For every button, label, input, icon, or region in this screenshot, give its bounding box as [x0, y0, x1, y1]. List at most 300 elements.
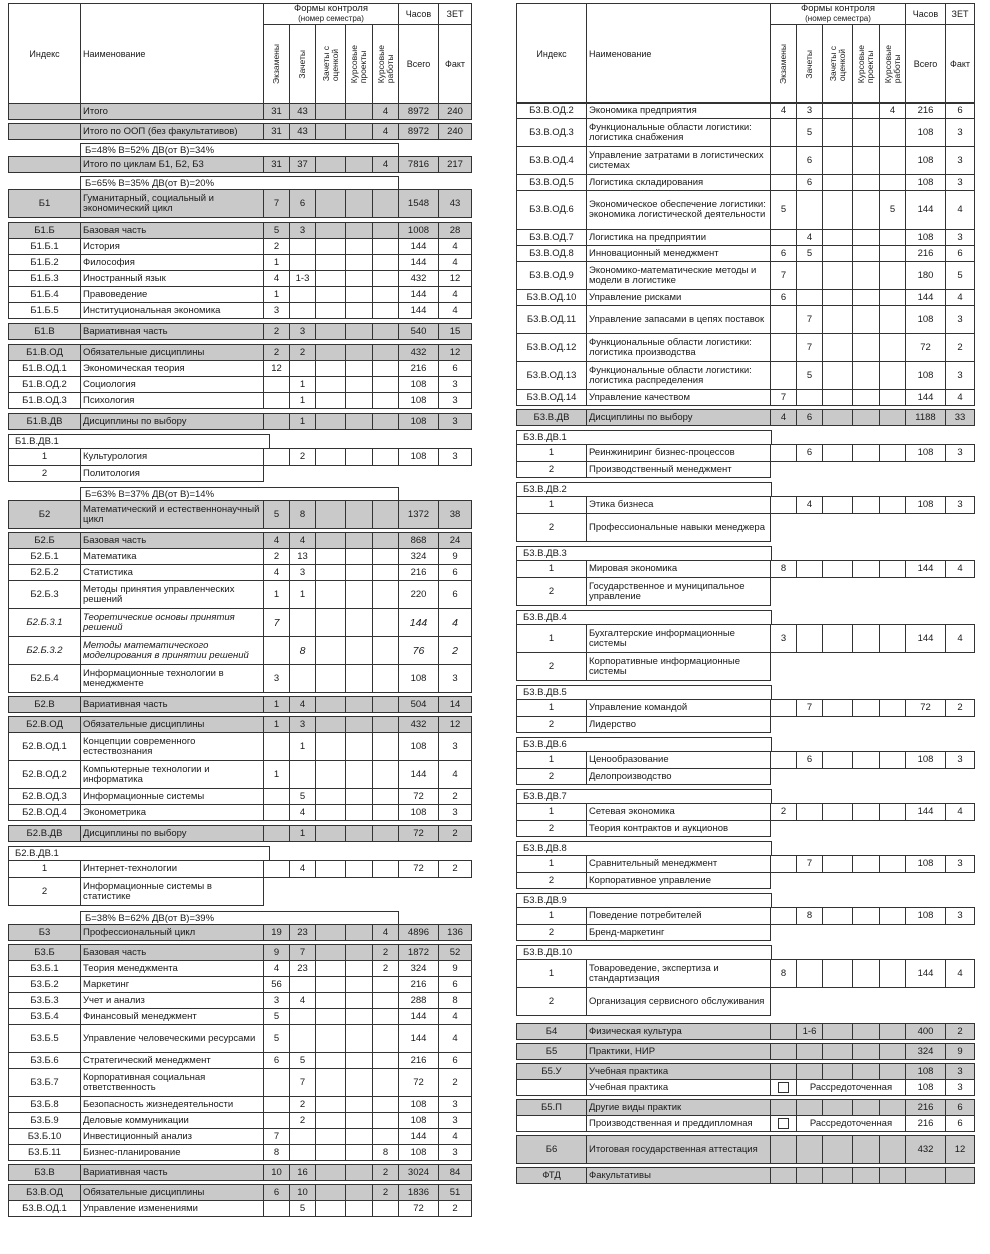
empty-cell [852, 461, 880, 478]
discipline-row [8, 637, 472, 665]
empty-cell [905, 768, 946, 785]
graded-cell [315, 664, 346, 693]
graded-cell [315, 1200, 346, 1217]
header-exams-label: Экзамены [778, 44, 788, 84]
name-cell: Мировая экономика [586, 560, 771, 578]
exams-cell: 3 [263, 664, 290, 693]
projects-cell [345, 413, 373, 430]
empty-cell [852, 652, 880, 681]
exams-cell [263, 1096, 290, 1113]
name-cell: Итоговая государственная аттестация [586, 1135, 771, 1164]
index-cell: Б3.Б.2 [8, 976, 81, 993]
graded-cell [822, 146, 853, 175]
projects-cell [852, 118, 880, 147]
projects-cell [852, 389, 880, 406]
elective-group-label: Б2.В.ДВ.1 [8, 846, 270, 861]
credits-cell: 4 [289, 992, 316, 1009]
hours-cell: 216 [398, 1052, 439, 1069]
discipline-row [516, 334, 975, 362]
name-cell: Теоретические основы принятия решений [80, 608, 264, 637]
index-cell: Б2.В [8, 696, 81, 713]
papers-cell [372, 1052, 399, 1069]
projects-cell [852, 907, 880, 925]
index-cell: Б2.Б.3.2 [8, 636, 81, 665]
papers-cell [879, 409, 906, 426]
exams-cell: 8 [770, 959, 797, 988]
graded-cell [315, 238, 346, 255]
hours-cell: 108 [398, 413, 439, 430]
graded-cell [315, 360, 346, 377]
graded-cell [822, 289, 853, 306]
elective-group-label: Б3.В.ДВ.9 [516, 893, 772, 908]
projects-cell [345, 532, 373, 549]
exams-cell: 10 [263, 1164, 290, 1181]
index-cell: Б2.Б.3.1 [8, 608, 81, 637]
credits-cell [289, 254, 316, 271]
elective-group-label: Б3.В.ДВ.10 [516, 945, 772, 960]
papers-cell: 8 [372, 1144, 399, 1161]
index-cell: Б3.В.ОД.7 [516, 229, 587, 246]
credits-cell: 5 [796, 245, 823, 262]
zet-cell: 24 [438, 532, 472, 549]
index-cell: Б3.В.ОД.13 [516, 361, 587, 390]
projects-cell [345, 960, 373, 977]
graded-cell [315, 976, 346, 993]
index-cell: Б3.Б.8 [8, 1096, 81, 1113]
name-cell: Методы математического моделирования в принятии решений [80, 636, 264, 665]
exams-cell [770, 1063, 797, 1080]
empty-cell [372, 465, 399, 482]
papers-cell: 2 [372, 1184, 399, 1201]
graded-cell [822, 1063, 853, 1080]
papers-cell: 4 [372, 924, 399, 941]
projects-cell [345, 222, 373, 239]
papers-cell: 4 [372, 156, 399, 173]
graded-cell [315, 924, 346, 941]
exams-cell [770, 699, 797, 717]
empty-cell [945, 652, 975, 681]
exams-cell: 2 [263, 344, 290, 361]
name-cell: Корпоративное управление [586, 872, 771, 889]
exams-cell [770, 333, 797, 362]
zet-cell: 3 [438, 448, 472, 466]
checkbox-cell [770, 1115, 797, 1132]
credits-cell: 7 [796, 855, 823, 873]
papers-cell [879, 245, 906, 262]
credits-cell [796, 1167, 823, 1184]
section-row [8, 1165, 472, 1181]
zet-cell: 2 [438, 1200, 472, 1217]
zet-cell: 2 [438, 1068, 472, 1097]
name-cell: Безопасность жизнедеятельности [80, 1096, 264, 1113]
empty-cell [945, 872, 975, 889]
projects-cell [852, 560, 880, 578]
index-cell: Б2.В.ОД.3 [8, 788, 81, 805]
hours-cell: 108 [398, 1096, 439, 1113]
header-total: Всего [398, 24, 439, 104]
discipline-row [516, 246, 975, 262]
header-graded-credits [315, 24, 346, 104]
papers-cell [372, 992, 399, 1009]
index-cell: Б3.Б [8, 944, 81, 961]
empty-cell [945, 820, 975, 837]
projects-cell [345, 1052, 373, 1069]
papers-cell [372, 664, 399, 693]
index-cell: 2 [516, 716, 587, 733]
name-cell: Инвестиционный анализ [80, 1128, 264, 1145]
name-cell: Математика [80, 548, 264, 565]
index-cell: 1 [516, 624, 587, 653]
index-cell: Б3.В.ОД.1 [8, 1200, 81, 1217]
graded-cell [315, 156, 346, 173]
index-cell: Б3.Б.9 [8, 1112, 81, 1129]
exams-cell [770, 118, 797, 147]
projects-cell [345, 716, 373, 733]
credits-cell: 13 [289, 548, 316, 565]
hours-cell: 108 [398, 732, 439, 761]
empty-cell [770, 768, 797, 785]
exams-cell [263, 1112, 290, 1129]
section-row [8, 104, 472, 120]
header-credits-label: Зачеты [804, 49, 814, 79]
graded-cell [315, 286, 346, 303]
papers-cell [879, 361, 906, 390]
papers-cell [372, 1068, 399, 1097]
discipline-row [516, 821, 975, 837]
papers-cell [879, 289, 906, 306]
empty-cell [905, 872, 946, 889]
index-cell: 1 [8, 860, 81, 878]
index-cell: Б3.В.ОД.6 [516, 190, 587, 230]
projects-cell [345, 976, 373, 993]
index-cell: Б2.Б.4 [8, 664, 81, 693]
exams-cell [770, 146, 797, 175]
papers-cell [372, 238, 399, 255]
empty-cell [822, 513, 853, 542]
exams-cell: 5 [263, 500, 290, 529]
projects-cell [345, 103, 373, 120]
discipline-row [516, 191, 975, 230]
index-cell: Б2.В.ОД [8, 716, 81, 733]
discipline-row [516, 147, 975, 175]
index-cell: Б2.В.ОД.2 [8, 760, 81, 789]
projects-cell [345, 608, 373, 637]
credits-cell: 1 [289, 413, 316, 430]
name-cell: Другие виды практик [586, 1099, 771, 1116]
zet-cell: 136 [438, 924, 472, 941]
projects-cell [852, 409, 880, 426]
graded-cell [822, 245, 853, 262]
header-course-papers-label: Курсовые работы [375, 44, 395, 84]
papers-cell [372, 732, 399, 761]
zet-cell: 6 [945, 1099, 975, 1116]
name-cell: Итого [80, 103, 264, 120]
graded-cell [315, 270, 346, 287]
hours-cell: 72 [905, 699, 946, 717]
empty-cell [879, 987, 906, 1016]
hours-cell: 144 [398, 760, 439, 789]
hours-cell: 1188 [905, 409, 946, 426]
papers-cell [879, 333, 906, 362]
projects-cell [345, 1008, 373, 1025]
name-cell: Сетевая экономика [586, 803, 771, 821]
name-cell: Управление затратами в логистических системах [586, 146, 771, 175]
discipline-row [8, 565, 472, 581]
empty-cell [852, 987, 880, 1016]
name-cell: Информационные системы [80, 788, 264, 805]
papers-cell [372, 1200, 399, 1217]
hours-cell: 108 [398, 1112, 439, 1129]
hours-cell: 144 [398, 302, 439, 319]
section-row [8, 124, 472, 140]
name-cell: Базовая часть [80, 222, 264, 239]
empty-cell [879, 577, 906, 606]
discipline-row [516, 1116, 975, 1132]
graded-cell [315, 1052, 346, 1069]
hours-cell: 216 [398, 976, 439, 993]
index-cell: Б3.Б.4 [8, 1008, 81, 1025]
credits-cell: 1 [289, 392, 316, 409]
zet-cell: 4 [945, 289, 975, 306]
name-cell: Сравнительный менеджмент [586, 855, 771, 873]
credits-cell: 5 [796, 118, 823, 147]
projects-cell [345, 323, 373, 340]
empty-cell [796, 820, 823, 837]
projects-cell [345, 1128, 373, 1145]
graded-cell [315, 760, 346, 789]
zet-cell: 12 [945, 1135, 975, 1164]
projects-cell [345, 580, 373, 609]
graded-cell [822, 496, 853, 514]
hours-cell: 1008 [398, 222, 439, 239]
papers-cell [372, 286, 399, 303]
graded-cell [822, 118, 853, 147]
hours-cell: 288 [398, 992, 439, 1009]
graded-cell [315, 564, 346, 581]
name-cell: Логистика складирования [586, 174, 771, 191]
papers-cell: 4 [372, 103, 399, 120]
graded-cell [822, 855, 853, 873]
discipline-row [516, 752, 975, 769]
papers-cell [372, 716, 399, 733]
empty-cell [770, 652, 797, 681]
header-course-projects-label: Курсовые проекты [349, 44, 368, 84]
discipline-row [8, 805, 472, 821]
hours-cell: 432 [905, 1135, 946, 1164]
papers-cell [879, 699, 906, 717]
name-cell: Функциональные области логистики: логистика производства [586, 333, 771, 362]
index-cell: Б3.Б.5 [8, 1024, 81, 1053]
credits-cell [796, 289, 823, 306]
graded-cell [315, 1024, 346, 1053]
credits-cell [289, 238, 316, 255]
discipline-row [516, 653, 975, 681]
zet-cell: 2 [438, 825, 472, 842]
discipline-row [516, 462, 975, 478]
index-cell [516, 1079, 587, 1096]
empty-cell [905, 924, 946, 941]
papers-cell [372, 1112, 399, 1129]
projects-cell [852, 361, 880, 390]
hours-cell: 144 [905, 803, 946, 821]
credits-cell: 3 [796, 102, 823, 119]
header-index: Индекс [8, 3, 81, 104]
papers-cell [372, 500, 399, 529]
empty-cell [398, 465, 439, 482]
section-row [8, 414, 472, 430]
graded-cell [315, 992, 346, 1009]
credits-cell: 5 [289, 1052, 316, 1069]
exams-cell [770, 361, 797, 390]
exams-cell: 7 [770, 261, 797, 290]
header-graded-credits-label: Зачеты с оценкой [827, 46, 847, 82]
zet-cell: 8 [438, 992, 472, 1009]
hours-cell: 108 [398, 376, 439, 393]
projects-cell [852, 289, 880, 306]
graded-cell [315, 1008, 346, 1025]
name-cell: Инновационный менеджмент [586, 245, 771, 262]
header-forms-group [263, 3, 399, 25]
graded-cell [315, 696, 346, 713]
discipline-row [516, 175, 975, 191]
elective-group-label: Б3.В.ДВ.8 [516, 841, 772, 856]
hours-cell: 504 [398, 696, 439, 713]
credits-cell: 8 [796, 907, 823, 925]
zet-cell: 84 [438, 1164, 472, 1181]
empty-cell [852, 577, 880, 606]
credits-cell [289, 302, 316, 319]
projects-cell [345, 123, 373, 140]
graded-cell [315, 732, 346, 761]
header-course-papers [879, 24, 906, 104]
exams-cell [770, 1023, 797, 1040]
papers-cell [879, 261, 906, 290]
zet-cell: 3 [945, 751, 975, 769]
discipline-row [8, 1113, 472, 1129]
hours-cell: 144 [905, 560, 946, 578]
projects-cell [345, 564, 373, 581]
discipline-row [8, 377, 472, 393]
section-row [516, 1024, 975, 1040]
credits-cell: 8 [289, 636, 316, 665]
header-hours: Часов [398, 3, 439, 25]
name-cell: Обязательные дисциплины [80, 716, 264, 733]
exams-cell: 4 [263, 960, 290, 977]
index-cell: Б2.Б [8, 532, 81, 549]
index-cell: Б2.Б.1 [8, 548, 81, 565]
graded-cell [315, 788, 346, 805]
exams-cell [770, 444, 797, 462]
discipline-row [8, 977, 472, 993]
section-row [8, 223, 472, 239]
name-cell: Управление качеством [586, 389, 771, 406]
projects-cell [345, 548, 373, 565]
empty-cell [945, 461, 975, 478]
empty-cell [905, 987, 946, 1016]
empty-cell [796, 716, 823, 733]
empty-cell [289, 877, 316, 906]
discipline-row [516, 925, 975, 941]
empty-cell [945, 768, 975, 785]
elective-group-label: Б1.В.ДВ.1 [8, 434, 270, 449]
header-credits-label: Зачеты [297, 49, 307, 79]
exams-cell [263, 376, 290, 393]
name-cell: Реинжиниринг бизнес-процессов [586, 444, 771, 462]
header-semester: (номер семестра) [298, 14, 364, 23]
exams-cell: 7 [263, 189, 290, 218]
name-cell: Информационные технологии в менеджменте [80, 664, 264, 693]
zet-cell: 4 [438, 238, 472, 255]
name-cell: Иностранный язык [80, 270, 264, 287]
hours-cell: 1548 [398, 189, 439, 218]
section-row [8, 925, 472, 941]
index-cell: Б1.В.ОД.1 [8, 360, 81, 377]
index-cell: Б3.В.ДВ [516, 409, 587, 426]
credits-cell: 23 [289, 924, 316, 941]
papers-cell [879, 959, 906, 988]
exams-cell [263, 413, 290, 430]
empty-cell [822, 924, 853, 941]
exams-cell [263, 860, 290, 878]
index-cell [8, 103, 81, 120]
discipline-row [8, 1069, 472, 1097]
papers-cell [372, 222, 399, 239]
empty-cell [796, 924, 823, 941]
projects-cell [852, 496, 880, 514]
name-cell: Социология [80, 376, 264, 393]
zet-cell: 2 [438, 636, 472, 665]
papers-cell [879, 624, 906, 653]
name-cell: Учебная практика [586, 1063, 771, 1080]
papers-cell [372, 376, 399, 393]
hours-cell: 180 [905, 261, 946, 290]
exams-cell: 7 [770, 389, 797, 406]
exams-cell: 3 [263, 992, 290, 1009]
header-forms-title: Формы контроля [801, 3, 875, 14]
index-cell: 1 [516, 560, 587, 578]
discipline-row [8, 1097, 472, 1113]
exams-cell: 1 [263, 696, 290, 713]
zet-cell: 3 [438, 732, 472, 761]
index-cell: 2 [8, 465, 81, 482]
exams-cell [263, 636, 290, 665]
zet-cell: 4 [438, 1128, 472, 1145]
graded-cell [315, 1164, 346, 1181]
index-cell: Б3.В.ОД.3 [516, 118, 587, 147]
projects-cell [345, 732, 373, 761]
index-cell: Б3.В.ОД.12 [516, 333, 587, 362]
header-course-papers [372, 24, 399, 104]
credits-cell: 3 [289, 323, 316, 340]
discipline-row [8, 961, 472, 977]
header-exams [770, 24, 797, 104]
credits-cell: 1 [289, 580, 316, 609]
credits-cell: 7 [289, 944, 316, 961]
graded-cell [315, 716, 346, 733]
elective-group-label: Б3.В.ДВ.1 [516, 430, 772, 445]
credits-cell [289, 1008, 316, 1025]
hours-cell: 216 [905, 1099, 946, 1116]
elective-group-label: Б3.В.ДВ.5 [516, 685, 772, 700]
projects-cell [345, 1112, 373, 1129]
index-cell: Б5 [516, 1043, 587, 1060]
elective-group-label: Б3.В.ДВ.7 [516, 789, 772, 804]
exams-cell: 2 [770, 803, 797, 821]
graded-cell [315, 1068, 346, 1097]
credits-cell: 5 [796, 361, 823, 390]
graded-cell [315, 804, 346, 821]
discipline-row [8, 271, 472, 287]
